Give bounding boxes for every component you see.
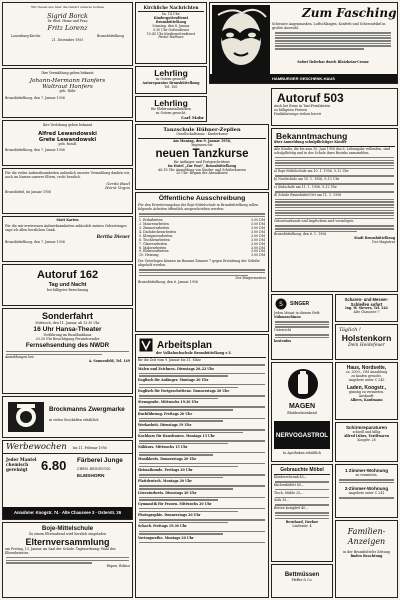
ausschreibung-item: 8. Malerarbeiten 3.00 DM — [139, 245, 265, 250]
autoruf-503-line-1: Auch bei Reise in Taxi-Fernfahrten — [274, 104, 331, 108]
thanks-2-text: Für die mir erwiesenen Aufmerksamkeiten anlässlich meines Geburtstages sage ich allen herzlichen Dank. — [5, 223, 127, 232]
werbewochen-shop: Färberei Junge — [77, 457, 123, 464]
familien-ad — [335, 520, 398, 598]
ausschreibung-item: 6. Tischlerarbeiten 3.00 DM — [139, 237, 265, 242]
ausschreibung-item: 2. Maurerarbeiten 5.00 DM — [139, 222, 265, 227]
autoruf-162-ad — [2, 264, 133, 306]
wedding-sub: geb. Rühr — [59, 88, 76, 93]
zimmer-ad — [335, 464, 398, 518]
haus-name: Albers, Kaufmann — [350, 397, 383, 402]
bekanntmachung-sign: Stadt Brunsbüttelkoog — [354, 236, 395, 241]
ausschreibung-item: 7. Glaserarbeiten 3.00 DM — [139, 241, 265, 246]
thanks-2-head: Statt Karten — [56, 218, 79, 222]
tanz-sub: Gesellschaftstanz · Kinderkurse — [176, 132, 228, 136]
bekanntmachung-item: c) Südschule am 11. 1. 1956, 9–12 Uhr — [274, 184, 337, 189]
thanks-2-name: Bertha Diener — [96, 233, 130, 239]
thanks-notice-1 — [2, 168, 133, 214]
engagement-intro: Ihre Verlobung geben bekannt — [42, 123, 93, 127]
arbeitsplan-item: Kochkurs für Hausfrauen. Montags 15 Uhr — [136, 435, 268, 444]
ausschreibung-item: 1. Erdarbeiten 5.00 DM — [139, 218, 265, 223]
svg-text:S: S — [279, 301, 283, 309]
lehrling-2-title: Lehrling — [154, 98, 188, 108]
church-news — [135, 2, 207, 64]
sonderfahrt-title: Sonderfahrt — [41, 311, 93, 321]
brockmann-logo-icon — [7, 401, 45, 433]
fasching-ad — [209, 2, 398, 84]
autoruf-503-line-3: Funkfahrzeuge stehen bereit — [274, 111, 321, 116]
werbewochen-title: Werbewochen — [6, 442, 67, 452]
arbeitsplan-item: Englisch für Fortgeschrittene. Donnerstags 20 Uhr — [136, 390, 268, 399]
sonderfahrt-line-1: Mittwoch, den 11. Januar, ab 13.30 Uhr — [35, 321, 100, 325]
holstenkorn-top: Täglich ! — [339, 327, 361, 333]
holstenkorn-sub: Dein Heidefeuer — [348, 343, 385, 348]
sonderfahrt-main-2: Fernsehsendung des NWDR — [25, 341, 110, 349]
nervogastrol-ad — [271, 362, 333, 462]
schirm-line-2: Alfred Lührs, Textilwaren — [343, 433, 390, 438]
ausschreibung-item: 4. Dachdeckerarbeiten 3.00 DM — [139, 229, 265, 234]
autoruf-503-title: Autoruf 503 — [277, 91, 344, 105]
engagement-name-1: Alfred Lewandowski — [38, 130, 97, 137]
bett-title: Bettmüssen — [284, 572, 320, 578]
moebel-item: Küchenbüfett 60,– — [274, 482, 304, 487]
moebel-ad — [271, 464, 333, 562]
sonderfahrt-ad — [2, 308, 133, 394]
moebel-item: Tisch, Stühle 25,– — [274, 490, 303, 495]
werbewochen-ad — [2, 440, 133, 520]
sonderfahrt-line-3: 20.30 Uhr Besichtigung Fernsehsender — [35, 336, 100, 341]
arbeitsplan-item: Schach. Freitags 19.30 Uhr — [136, 525, 268, 534]
schirm-line-1: schnell und billig — [352, 430, 381, 434]
nervogastrol-title: NERVOGASTROL — [275, 431, 329, 439]
wedding-announcement — [2, 68, 133, 118]
bekanntmachung-item: b) Nordschule am 10. 1. 1956, 9–12 Uhr — [274, 177, 340, 182]
arbeitsplan-item: Plattdeutsch. Montags 20 Uhr — [136, 480, 268, 489]
fasching-shop: HAMBURGER GESCHENK-HAUS — [272, 76, 335, 81]
birth-sub: Dr. med. Heinz und Frau — [47, 18, 88, 23]
scharen-line-2: Alte Chaussee 7 — [353, 310, 380, 315]
nervogastrol-line-2: Blutdrucksenkend — [287, 411, 317, 415]
bekanntmachung-title: Bekanntmachung — [276, 131, 348, 141]
scharen-title: Scharen- und Messer-Schleifen sofort — [344, 297, 389, 308]
lehrling-2-line-2: zu Ostern gesucht. — [155, 110, 187, 115]
arbeitsplan-notice — [135, 334, 269, 598]
arbeitsplan-item: Englisch für Anfänger. Montags 20 Uhr — [136, 379, 268, 388]
arbeitsplan-item: Musikkreis. Donnerstags 20 Uhr — [136, 458, 268, 467]
lehrling-2-name: Carl Mohr — [181, 114, 204, 120]
church-line-1: Sa. 14 Uhr: — [161, 12, 181, 16]
arbeitsplan-item: Photographie. Donnerstags 20 Uhr — [136, 514, 268, 523]
haus-line-4: günstig zu vermieten. — [348, 389, 385, 394]
zimmer-line-1: zu vermieten. — [355, 473, 378, 477]
singer-line-3: Unterricht — [274, 328, 292, 333]
thanks-notice-2 — [2, 216, 133, 262]
brockmann-sub: in vielen Geschäften erhältlich — [49, 418, 99, 422]
autoruf-162-line-1: Tag und Nacht — [48, 282, 87, 288]
thanks-1-text: Für die vielen Aufmerksamkeiten anlässlich unserer Vermählung danken wir, auch im Namen unserer Eltern, recht herzlich. — [5, 171, 130, 179]
engagement-announcement — [2, 120, 133, 166]
singer-line-4: kostenlos — [274, 338, 292, 343]
autoruf-503-ad — [271, 88, 398, 126]
familien-line-2: finden Beachtung — [350, 553, 383, 558]
bett-ad — [271, 564, 333, 598]
ausschreibung-item: 3. Zimmerarbeiten 5.00 DM — [139, 226, 265, 230]
werbewochen-left: Jeder Mantel chemisch gereinigt — [6, 457, 37, 472]
bekanntmachung-sign-2: Der Magistrat — [372, 240, 395, 245]
familien-line-1: in der Brunsbütteler Zeitung — [343, 550, 390, 554]
nervogastrol-bottom: In Apotheken erhältlich — [282, 451, 322, 455]
vhs-logo-icon — [139, 338, 153, 352]
zimmer-title-2: 2-Zimmer-Wohnung — [344, 486, 389, 492]
arbeitsplan-item: Malen und Zeichnen. Dienstags 20–22 Uhr — [136, 368, 268, 377]
moebel-item: Sofa 35,– — [274, 498, 289, 503]
fasching-bottom: Sofort lieferbar durch Blotzheim-Creme — [297, 60, 369, 64]
birth-announcement — [2, 2, 133, 66]
werbewochen-branches: Annahme: Koogstr. 74 · Alte Chaussee 3 · Osterstr. 26 — [13, 510, 122, 515]
lehrling-1-line-2: Autoreparatur Brunsbüttelkoog — [142, 80, 200, 85]
wedding-place: Brunsbüttelkoog, den 7. Januar 1956 — [5, 95, 65, 100]
singer-logo-icon — [275, 298, 287, 310]
sonderfahrt-main: 16 Uhr Hansa-Theater — [33, 325, 102, 333]
familien-title: Familien-Anzeigen — [347, 527, 386, 546]
lehrling-ad-2 — [135, 96, 207, 122]
ausschreibung-intro: Für den Erweiterungsbau der Boje-Mittelschule in Brunsbüttelkoog sollen folgende Arbeiten öffentlich ausgeschrieben werden: — [138, 203, 259, 211]
werbewochen-shop-2: CHEM. REINIGUNG — [77, 467, 111, 471]
autoruf-503-line-2: zu billigsten Preisen — [274, 107, 307, 112]
singer-ad — [271, 294, 333, 360]
engagement-place: Brunsbüttelkoog, den 7. Januar 1956 — [5, 147, 65, 152]
ausschreibung-outro: Die Unterlagen können im Bauamt Zimmer 7 gegen Erstattung der Gebühr abgeholt werden. — [138, 259, 260, 268]
bekanntmachung-list — [272, 170, 397, 197]
arbeitsplan-item: Literaturkreis. Dienstags 20 Uhr — [136, 492, 268, 501]
zimmer-line-2: Angebote unter C 241 — [348, 491, 385, 496]
birth-place-2: Brunsbüttelkoog — [97, 33, 124, 38]
lehrling-2-line-1: für Elektroinstallationen — [151, 107, 191, 111]
brockmann-title: Brockmanns Zwergmarke — [49, 406, 125, 413]
sonderfahrt-line-4: Anmeldungen bei: — [5, 355, 35, 360]
werbewochen-price: 6.80 — [41, 458, 67, 473]
haus-line-3: Angebote unter C 243 — [348, 377, 385, 382]
sonderfahrt-name: A. Sonnenfeld, Tel. 149 — [88, 359, 130, 364]
birth-place: Lauenburg-Kirche — [11, 33, 41, 38]
tanz-title: neuen Tanzkurse — [155, 147, 249, 160]
ausschreibung-notice — [135, 192, 269, 332]
wedding-name-1: Johann-Hermann Hanfers — [29, 77, 106, 84]
school-intro: Zu einem Elternabend wird herzlich eingeladen — [28, 532, 107, 536]
school-ad — [2, 522, 133, 598]
church-line-5: 9.30 Uhr Gottesdienst — [153, 27, 189, 32]
church-line-4: Sonntag, den 8. Januar — [152, 23, 190, 28]
arbeitsplan-item: Vortragsreihe. Montags 20 Uhr — [136, 537, 268, 544]
singer-line-1: Jeden Monat in diesem Heft: — [274, 311, 321, 315]
moebel-item: Betten komplett 40,– — [274, 506, 308, 511]
wedding-name-2: Waltraut Hanfers — [42, 83, 93, 90]
moebel-addr: Lindenstr. 4 — [292, 524, 312, 528]
ausschreibung-title: Öffentliche Ausschreibung — [158, 195, 246, 202]
tanz-line-3: 20 Uhr: Beginn der Abendkurse — [176, 171, 228, 176]
arbeitsplan-list — [136, 368, 268, 544]
bekanntmachung-item: d) Schule Brunsbüttel-Ort am 11. 1. 1956 — [274, 192, 342, 197]
haus-title-2: Laden, Koogstr., — [346, 384, 387, 391]
holstenkorn-title: Holstenkorn — [341, 333, 392, 343]
werbewochen-city: ELMSHORN — [77, 474, 105, 479]
arbeitsplan-intro: für die Zeit vom 9. Januar bis 31. März — [138, 357, 201, 362]
thanks-2-place: Brunsbüttelkoog, den 7. Januar 1956 — [5, 239, 65, 244]
bottle-icon — [286, 367, 320, 401]
bekanntmachung-text: Alle Kinder, die bis zum 30. Juni 1956 das 6. Lebensjahr vollenden, sind schulpflichtig und in der Schule ihres Bezirks anzumelden. — [274, 146, 391, 155]
ausschreibung-list — [139, 219, 265, 258]
moebel-title: Gebrauchte Möbel — [280, 467, 324, 473]
moebel-name: Bernhard, Itzehoe — [285, 520, 319, 525]
haus-title: Haus, Nordseite, — [346, 365, 387, 371]
thanks-1-place: Brunsbüttel, im Januar 1956 — [5, 189, 52, 194]
arbeitsplan-item: Buchführung. Freitags 20 Uhr — [136, 413, 268, 422]
ausschreibung-item: 5. Klempnerarbeiten 3.00 DM — [139, 233, 265, 238]
church-line-3: Brunsbüttelkoog — [155, 19, 187, 24]
bekanntmachung-sub: über Anmeldung schulpflichtiger Kinder — [274, 140, 347, 144]
schirm-title: Schirmreparaturen — [345, 425, 388, 430]
scharen-line-1: Ing. W. Sievers, Tel. 242 — [345, 306, 388, 311]
tanz-date: Am Montag, den 9. Januar 1956, — [172, 138, 232, 143]
school-main: Elternversammlung — [25, 536, 110, 547]
tanz-line-2: Ab 18 Uhr Anmeldung von Kinder- und Schülerkursen — [158, 167, 246, 172]
arbeitsplan-sub: der Volkshochschule Brunsbüttelkoog e.V. — [156, 351, 232, 355]
arbeitsplan-title: Arbeitsplan — [157, 339, 213, 351]
arbeitsplan-item: Gymnastik für Frauen. Mittwochs 20 Uhr — [136, 503, 268, 512]
lehrling-1-line-1: zu Ostern gesucht. — [155, 77, 187, 81]
scharen-ad — [335, 294, 398, 322]
engagement-name-2: Grete Lewandowski — [38, 136, 97, 143]
autoruf-162-title: Autoruf 162 — [36, 269, 99, 281]
church-line-2: Kindergottesdienst — [153, 15, 189, 20]
church-sign: Pastor Hanssen — [158, 35, 184, 40]
autoruf-162-line-2: bei billigster Berechnung — [46, 288, 89, 292]
tanzschule-ad — [135, 124, 269, 190]
singer-logo: SINGER — [290, 301, 310, 307]
tanz-place: im Hotel „Zur Post“, Brunsbüttelkoog — [168, 163, 236, 168]
engagement-sub: geb. Rosoll — [58, 141, 77, 146]
bekanntmachung-place: Brunsbüttelkoog, den 6. 1. 1956 — [274, 232, 327, 237]
tanz-school: Tanzschule Hübner-Zeplien — [163, 127, 241, 133]
sonderfahrt-line-2: Vorführung im Rundfunkhaus — [43, 332, 92, 337]
wedding-intro: Ihre Vermählung geben bekannt — [41, 71, 94, 75]
church-title: Kirchliche Nachrichten — [143, 5, 199, 10]
tanz-line-1: für Anfänger und Fortgeschrittene — [174, 159, 230, 164]
ausschreibung-item: 9. Elektroarbeiten 3.00 DM — [139, 249, 265, 254]
haus-line-5: Auskunft: — [358, 393, 375, 398]
ausschreibung-item: 10. Heizung 3.00 DM — [139, 253, 265, 258]
birth-name-2: Fritz Lorenz — [47, 23, 88, 32]
carnival-mask-icon — [212, 5, 270, 75]
church-line-6: 10.45 Uhr Kindergottesdienst — [146, 31, 196, 36]
fasching-text: Schwarze Augenmasken, Luftschlangen, Konfetti und Scherzartikel in großer Auswahl. — [272, 22, 386, 30]
school-sign: Rüpen, Rektor — [106, 563, 130, 568]
arbeitsplan-item: Nähkurs. Mittwochs 15 Uhr — [136, 446, 268, 455]
school-title: Boje-Mittelschule — [41, 525, 94, 532]
thanks-1-name-2: Horst Vogus — [105, 184, 130, 190]
birth-intro: Wir freuen uns über die Geburt unseres Sohnes — [31, 5, 104, 9]
bekanntmachung-outro: Geburtsurkunde und Impfschein sind vorzulegen. — [274, 219, 355, 224]
nervogastrol-line-1: MAGEN — [288, 403, 316, 410]
arbeitsplan-item: Werkarbeit. Dienstags 19 Uhr — [136, 424, 268, 433]
singer-line-2: Nähmaschinen — [274, 314, 301, 319]
arbeitsplan-item: Stenografie. Mittwochs 19.30 Uhr — [136, 401, 268, 410]
bekanntmachung-notice — [271, 128, 398, 292]
arbeitsplan-item: Heimatkunde. Freitags 20 Uhr — [136, 469, 268, 478]
tanz-date-2: beginnen die — [191, 142, 213, 147]
bekanntmachung-item: a) Boje-Mittelschule am 10. 1. 1956, 9–12 Uhr — [274, 169, 349, 174]
ausschreibung-place: Brunsbüttelkoog, den 6. Januar 1956 — [138, 280, 198, 285]
brockmann-ad — [2, 396, 133, 438]
ausschreibung-sign: Der Bürgermeister — [235, 276, 266, 281]
thanks-1-name-1: Gerda Basil — [106, 180, 130, 186]
holstenkorn-ad — [335, 324, 398, 360]
fasching-title: Zum Fasching — [302, 6, 397, 20]
schirm-line-3: Koogstr. 28 — [357, 437, 376, 442]
zimmer-title-1: 1 Zimmer-Wohnung — [344, 468, 389, 473]
bett-line-1: Pfeffer & Co. — [291, 578, 313, 582]
haus-line-2: zu kaufen gesucht. — [351, 373, 382, 378]
birth-name-1: Sigrid Borck — [47, 11, 88, 20]
birth-date: 21. Dezember 1955 — [51, 37, 84, 42]
haus-ad — [335, 362, 398, 420]
lehrling-1-line-3: Tel. 185 — [164, 84, 178, 89]
werbewochen-date: bis 11. Februar 1956 — [72, 446, 107, 450]
moebel-item: Kleiderschrank 45,– — [274, 475, 307, 479]
school-text: am Freitag, 13. Januar, im Saal der Schule. Tagesordnung: Wahl des Elternbeirates. — [5, 546, 116, 555]
lehrling-ad-1 — [135, 66, 207, 94]
lehrling-1-title: Lehrling — [154, 68, 188, 78]
haus-line-1: ca. 2000,– DM Anzahlung — [345, 370, 388, 374]
schirm-ad — [335, 422, 398, 462]
